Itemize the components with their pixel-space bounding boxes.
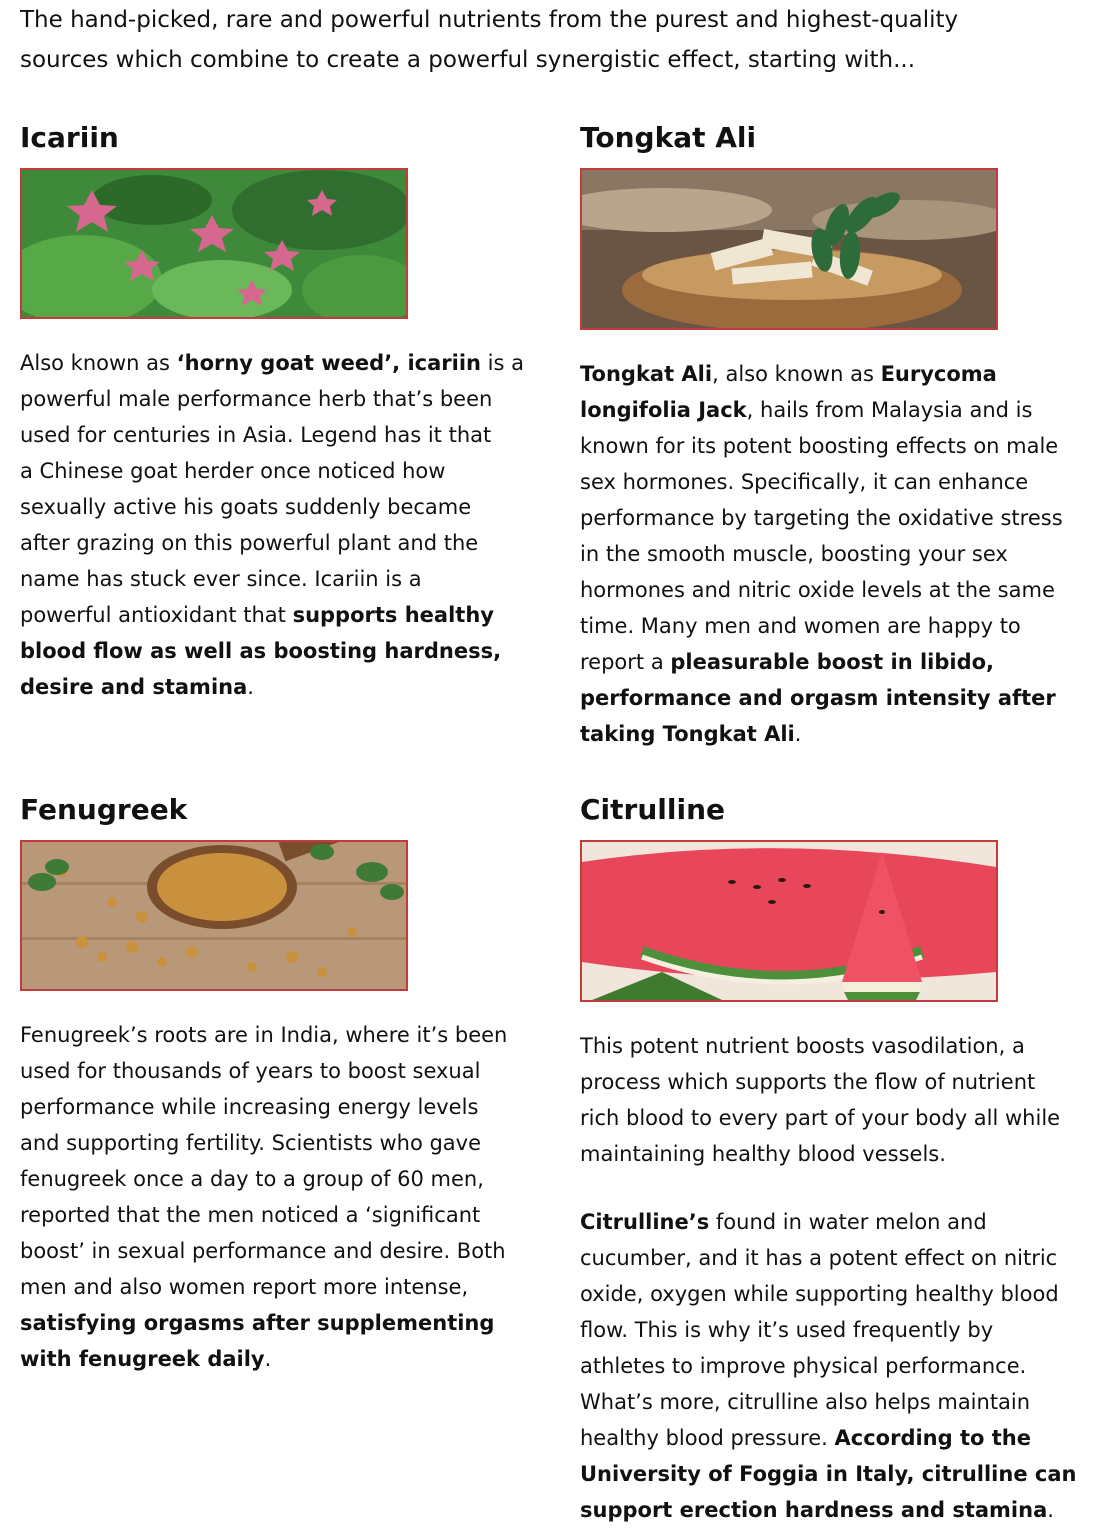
text-run: performance while increasing energy levels xyxy=(20,1095,479,1119)
text-line xyxy=(20,669,560,705)
text-line xyxy=(20,597,560,633)
tongkat-ali-root-basket-image xyxy=(580,168,998,330)
intro-text xyxy=(20,0,1100,80)
bold-text: Tongkat Ali xyxy=(580,362,713,386)
section-title: Icariin xyxy=(20,121,119,154)
citrulline-paragraph-2 xyxy=(580,1204,1117,1528)
icariin-paragraph xyxy=(20,345,560,705)
text-run: powerful antioxidant that xyxy=(20,603,293,627)
text-line xyxy=(580,1064,1117,1100)
text-line xyxy=(580,1028,1117,1064)
text-line xyxy=(580,1420,1117,1456)
text-line xyxy=(20,489,560,525)
text-line xyxy=(580,1100,1117,1136)
text-run: , also known as xyxy=(712,362,881,386)
text-run: . xyxy=(264,1347,272,1371)
section-tongkat-ali xyxy=(580,120,1117,752)
text-line xyxy=(580,716,1117,752)
text-line xyxy=(580,644,1117,680)
section-title: Citrulline xyxy=(580,793,725,826)
text-run: fenugreek once a day to a group of 60 men, xyxy=(20,1167,484,1191)
text-run: reported that the men noticed a ‘significant xyxy=(20,1203,481,1227)
text-run: Also known as xyxy=(20,351,177,375)
text-line xyxy=(580,1276,1117,1312)
text-line xyxy=(580,1384,1117,1420)
text-line xyxy=(20,345,560,381)
bold-text: blood flow as well as boosting hardness, xyxy=(20,639,502,663)
text-run: sex hormones. Specifically, it can enhance xyxy=(580,470,1029,494)
text-line xyxy=(580,428,1117,464)
bold-text: pleasurable boost in libido, xyxy=(670,650,995,674)
text-line xyxy=(20,1161,560,1197)
text-run: found in water melon and xyxy=(709,1210,987,1234)
section-title: Fenugreek xyxy=(20,793,188,826)
text-run: cucumber, and it has a potent effect on nitric xyxy=(580,1246,1058,1270)
section-title: Tongkat Ali xyxy=(580,121,757,154)
bold-text: According to the xyxy=(834,1426,1031,1450)
icariin-flowers-image xyxy=(20,168,408,319)
citrulline-body-1 xyxy=(580,1028,1117,1172)
tongkat-body xyxy=(580,356,1117,752)
text-line xyxy=(20,1341,560,1377)
text-line xyxy=(580,356,1117,392)
text-line xyxy=(580,572,1117,608)
bold-text: performance and orgasm intensity after xyxy=(580,686,1056,710)
text-run: boost’ in sexual performance and desire. Both xyxy=(20,1239,506,1263)
bold-text: support erection hardness and stamina xyxy=(580,1498,1048,1522)
text-run: . xyxy=(794,722,802,746)
text-run: This potent nutrient boosts vasodilation, a xyxy=(580,1034,1025,1058)
watermelon-illustration xyxy=(582,842,996,1000)
text-run: process which supports the flow of nutrient xyxy=(580,1070,1036,1094)
icariin-illustration xyxy=(22,170,406,317)
text-run: healthy blood pressure. xyxy=(580,1426,835,1450)
text-run: name has stuck ever since. Icariin is a xyxy=(20,567,422,591)
bold-text: taking Tongkat Ali xyxy=(580,722,795,746)
text-line xyxy=(580,1456,1117,1492)
text-line xyxy=(580,1136,1117,1172)
bold-text: Eurycoma xyxy=(880,362,997,386)
icariin-body xyxy=(20,345,560,705)
bold-text: ‘horny goat weed’, icariin xyxy=(176,351,481,375)
text-line xyxy=(580,1492,1117,1528)
text-line xyxy=(20,1053,560,1089)
text-run: rich blood to every part of your body all while xyxy=(580,1106,1061,1130)
text-run: . xyxy=(1047,1498,1054,1522)
fenugreek-seeds-spoon-image xyxy=(20,840,408,991)
text-line xyxy=(20,1017,560,1053)
bold-text: longifolia Jack xyxy=(580,398,747,422)
text-line xyxy=(20,1197,560,1233)
text-line xyxy=(20,1125,560,1161)
text-run: after grazing on this powerful plant and the xyxy=(20,531,479,555)
section-citrulline xyxy=(580,792,1117,1528)
bold-text: supports healthy xyxy=(292,603,494,627)
text-run: is a xyxy=(481,351,524,375)
text-run: known for its potent boosting effects on male xyxy=(580,434,1059,458)
bold-text: desire and stamina xyxy=(20,675,248,699)
text-run: flow. This is why it’s used frequently by xyxy=(580,1318,994,1342)
text-run: Fenugreek’s roots are in India, where it’s been xyxy=(20,1023,508,1047)
text-run: a Chinese goat herder once noticed how xyxy=(20,459,446,483)
section-fenugreek xyxy=(20,792,560,1377)
text-line xyxy=(20,417,560,453)
text-line xyxy=(20,561,560,597)
text-run: athletes to improve physical performance. xyxy=(580,1354,1027,1378)
intro-line: sources which combine to create a powerful synergistic effect, starting with... xyxy=(20,47,916,73)
intro-line: The hand-picked, rare and powerful nutrients from the purest and highest-quality xyxy=(20,7,959,33)
text-run: hormones and nitric oxide levels at the same xyxy=(580,578,1055,602)
text-line xyxy=(580,680,1117,716)
text-run: men and also women report more intense, xyxy=(20,1275,469,1299)
tongkat-illustration xyxy=(582,170,996,328)
section-icariin xyxy=(20,120,560,705)
text-run: maintaining healthy blood vessels. xyxy=(580,1142,946,1166)
citrulline-paragraph-1 xyxy=(580,1028,1117,1172)
bold-text: satisfying orgasms after supplementing xyxy=(20,1311,495,1335)
text-run: powerful male performance herb that’s been xyxy=(20,387,493,411)
text-line xyxy=(580,536,1117,572)
text-line xyxy=(580,464,1117,500)
text-run: in the smooth muscle, boosting your sex xyxy=(580,542,1008,566)
text-line xyxy=(580,1204,1117,1240)
fenugreek-paragraph xyxy=(20,1017,560,1377)
text-line xyxy=(20,525,560,561)
text-line xyxy=(20,1269,560,1305)
text-run: used for thousands of years to boost sexual xyxy=(20,1059,481,1083)
fenugreek-body xyxy=(20,1017,560,1377)
bold-text: University of Foggia in Italy, citrulline can xyxy=(580,1462,1077,1486)
text-run: and supporting fertility. Scientists who gave xyxy=(20,1131,482,1155)
text-line xyxy=(580,1348,1117,1384)
text-line xyxy=(20,633,560,669)
text-run: , hails from Malaysia and is xyxy=(746,398,1033,422)
text-line xyxy=(20,1089,560,1125)
bold-text: with fenugreek daily xyxy=(20,1347,265,1371)
text-line xyxy=(580,608,1117,644)
bold-text: Citrulline’s xyxy=(580,1210,710,1234)
text-line xyxy=(20,381,560,417)
text-line xyxy=(580,392,1117,428)
text-run: oxide, oxygen while supporting healthy blood xyxy=(580,1282,1059,1306)
watermelon-slices-image xyxy=(580,840,998,1002)
text-run: sexually active his goats suddenly became xyxy=(20,495,472,519)
text-line xyxy=(20,1233,560,1269)
text-run: time. Many men and women are happy to xyxy=(580,614,1021,638)
citrulline-body-2 xyxy=(580,1204,1117,1528)
text-line xyxy=(580,1240,1117,1276)
text-run: report a xyxy=(580,650,671,674)
text-line xyxy=(20,453,560,489)
text-run: What’s more, citrulline also helps maintain xyxy=(580,1390,1031,1414)
fenugreek-illustration xyxy=(22,842,406,989)
text-line xyxy=(20,1305,560,1341)
tongkat-paragraph xyxy=(580,356,1117,752)
text-line xyxy=(580,1312,1117,1348)
text-run: used for centuries in Asia. Legend has it that xyxy=(20,423,492,447)
text-run: . xyxy=(247,675,254,699)
text-run: performance by targeting the oxidative stress xyxy=(580,506,1063,530)
text-line xyxy=(580,500,1117,536)
